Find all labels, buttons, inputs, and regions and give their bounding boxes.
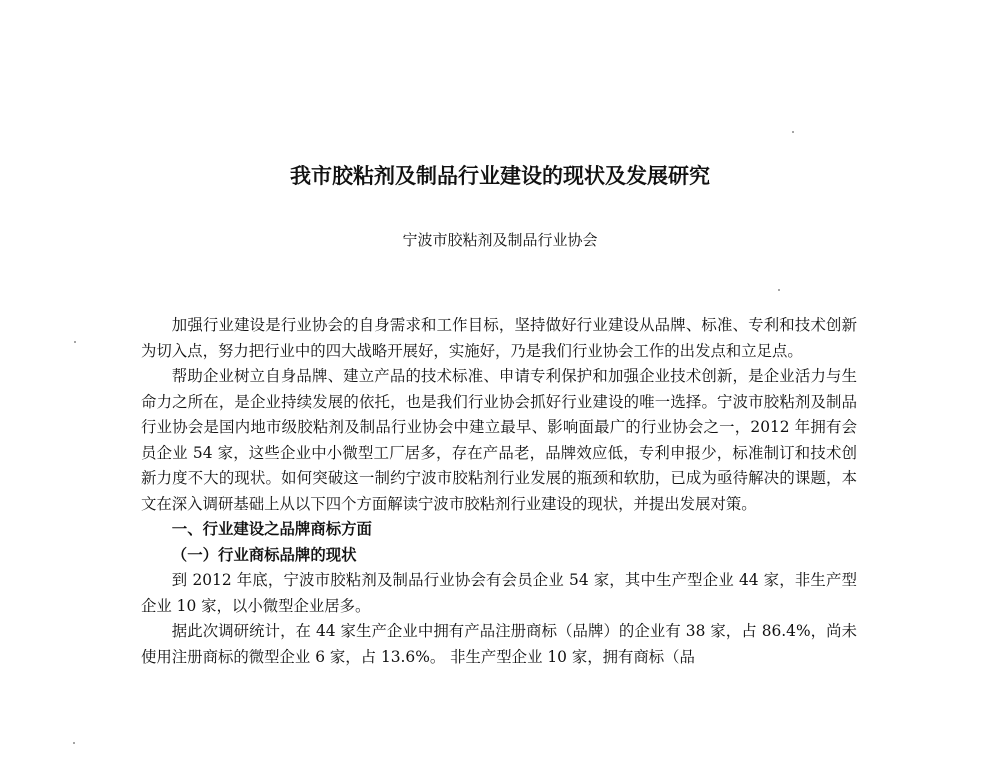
- subsection-heading-1-1: （一）行业商标品牌的现状: [171, 545, 357, 564]
- document-author: 宁波市胶粘剂及制品行业协会: [402, 231, 598, 249]
- scan-speck: [778, 289, 780, 291]
- document-title: 我市胶粘剂及制品行业建设的现状及发展研究: [290, 164, 710, 188]
- paragraph-background: 帮助企业树立自身品牌、建立产品的技术标准、申请专利保护和加强企业技术创新，是企业活力与生命力之所在，是企业持续发展的依托，也是我们行业协会抓好行业建设的唯一选择。宁波市胶粘剂及制品行业协会是国内地市级胶粘剂及制品行业协会中建立最早、影响面最广的行业协会之一，2012 年拥有会员企业 54 家，这些企业中小微型工厂居多，存在产品老，品牌效应低，专利申报少，标准制订和技术创新力度不大的现状。如何突破这一制约宁波市胶粘剂行业发展的瓶颈和软肋，已成为亟待解决的课题，本文在深入调研基础上从以下四个方面解读宁波市胶粘剂行业建设的现状，并提出发展对策。: [141, 367, 857, 513]
- scan-speck: [792, 131, 794, 133]
- scan-speck: [74, 341, 76, 343]
- document-body: [141, 313, 857, 670]
- paragraph-member-stats: 到 2012 年底，宁波市胶粘剂及制品行业协会有会员企业 54 家，其中生产型企业 44 家，非生产型企业 10 家，以小微型企业居多。: [141, 571, 857, 615]
- section-heading-1: 一、行业建设之品牌商标方面: [171, 520, 372, 538]
- scan-speck: [73, 742, 75, 744]
- paragraph-trademark-stats: 据此次调研统计，在 44 家生产企业中拥有产品注册商标（品牌）的企业有 38 家，占 86.4%，尚未使用注册商标的微型企业 6 家，占 13.6%。 非生产型企业 10 家，拥有商标（品: [141, 622, 857, 666]
- paragraph-intro: 加强行业建设是行业协会的自身需求和工作目标，坚持做好行业建设从品牌、标准、专利和技术创新为切入点，努力把行业中的四大战略开展好，实施好，乃是我们行业协会工作的出发点和立足点。: [141, 316, 857, 360]
